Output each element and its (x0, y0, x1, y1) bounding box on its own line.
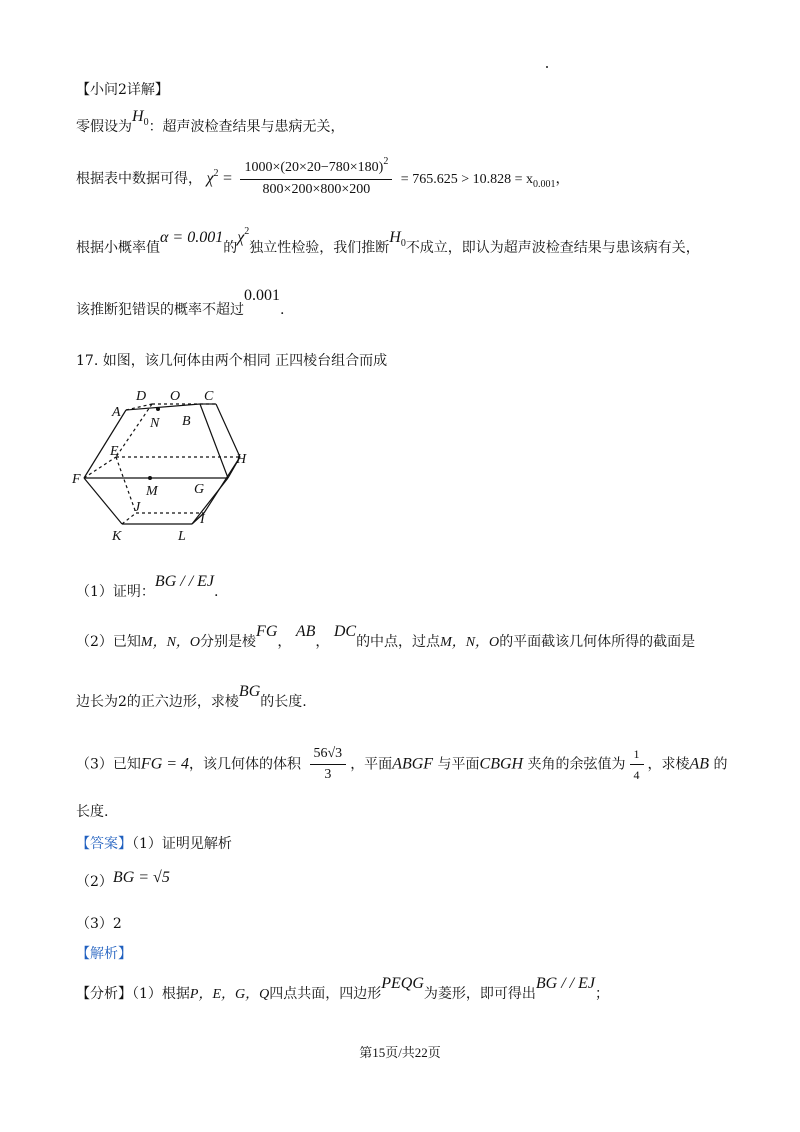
page-footer: 第15页/共22页 (359, 1045, 441, 1060)
label-G: G (194, 482, 205, 497)
label-K: K (112, 529, 122, 544)
edge-HI (204, 457, 240, 513)
answer-tag: 【答案】 (76, 836, 132, 852)
label-I: I (200, 512, 205, 527)
label-F: F (72, 472, 81, 487)
sub-question-2-line1: （2）已知M，N，O分别是棱FG， AB， DC的中点，过点M，N，O的平面截该几何体所得的截面是 (76, 623, 696, 650)
formula-chi-square: 根据表中数据可得， $\chi^2$ = $\frac{1000\times(20\times 20-780\times 180)^2}{800\times 200\times 800\times 200}$ = $765.625 > 10.828 = x_{0.001}$， (76, 158, 569, 200)
label-M: M (146, 484, 158, 499)
label-D: D (136, 389, 147, 404)
fraction-denominator: 800×200×800×200 (262, 182, 371, 197)
edge-BG (200, 404, 228, 478)
edge-CH (216, 404, 240, 457)
answer-line-3: （3）2 (76, 916, 122, 932)
answer-line-2: （2）BG = √5 (76, 869, 170, 890)
label-N: N (150, 416, 160, 431)
label-H: H (236, 452, 247, 467)
point-N (156, 407, 160, 411)
edge-AF (84, 410, 126, 478)
edge-FK (84, 478, 122, 524)
question-17: 17. 如图，该几何体由两个相同 正四棱台组合而成 (76, 353, 388, 369)
sub-question-3-line1: （3）已知FG = 4，该几何体的体积 $\frac{56√3}{3}$ ，平面ABGF 与平面CBGH 夹角的余弦值为 $\frac{1}{4}$ ，求棱AB 的 (76, 746, 728, 782)
edge-EJ (116, 457, 136, 513)
analysis-tag: 【解析】 (76, 946, 132, 962)
paragraph-conclusion: 根据小概率值α = 0.001的$\chi^2$独立性检验，我们推断$H^0$不成立，即认为超声波检查结果与患该病有关， (76, 226, 700, 256)
label-O: O (170, 389, 181, 404)
speck (546, 66, 548, 68)
label-A: A (112, 405, 121, 420)
point-M (148, 476, 152, 480)
analysis-line: 【分析】（1）根据P，E，G，Q四点共面，四边形PEQG为菱形，即可得出BG / / EJ； (76, 975, 609, 1002)
label-J: J (134, 500, 141, 515)
sub-question-1: （1）证明：BG / / EJ. (76, 573, 219, 600)
fraction-numerator: $1000\times(20\times 20-780\times 180)^2$ (240, 158, 392, 180)
paragraph-error-probability: 该推断犯错误的概率不超过0.001. (76, 287, 285, 318)
label-B: B (182, 414, 191, 429)
sub-question-2-line2: 边长为2的正六边形，求棱BG的长度. (76, 683, 307, 710)
geometry-figure (70, 385, 260, 545)
sub-question-3-line2: 长度. (76, 804, 109, 820)
answer-line-1: 【答案】（1）证明见解析 (76, 836, 232, 852)
edge-DE (116, 404, 152, 457)
edge-FE (84, 457, 116, 478)
label-E: E (110, 444, 119, 459)
paragraph-null-hypothesis: 零假设为$H^0$：超声波检查结果与患病无关， (76, 108, 345, 135)
edge-AB (126, 404, 200, 410)
section-heading: 【小问2详解】 (76, 82, 169, 98)
label-C: C (204, 389, 214, 404)
label-L: L (178, 529, 186, 544)
